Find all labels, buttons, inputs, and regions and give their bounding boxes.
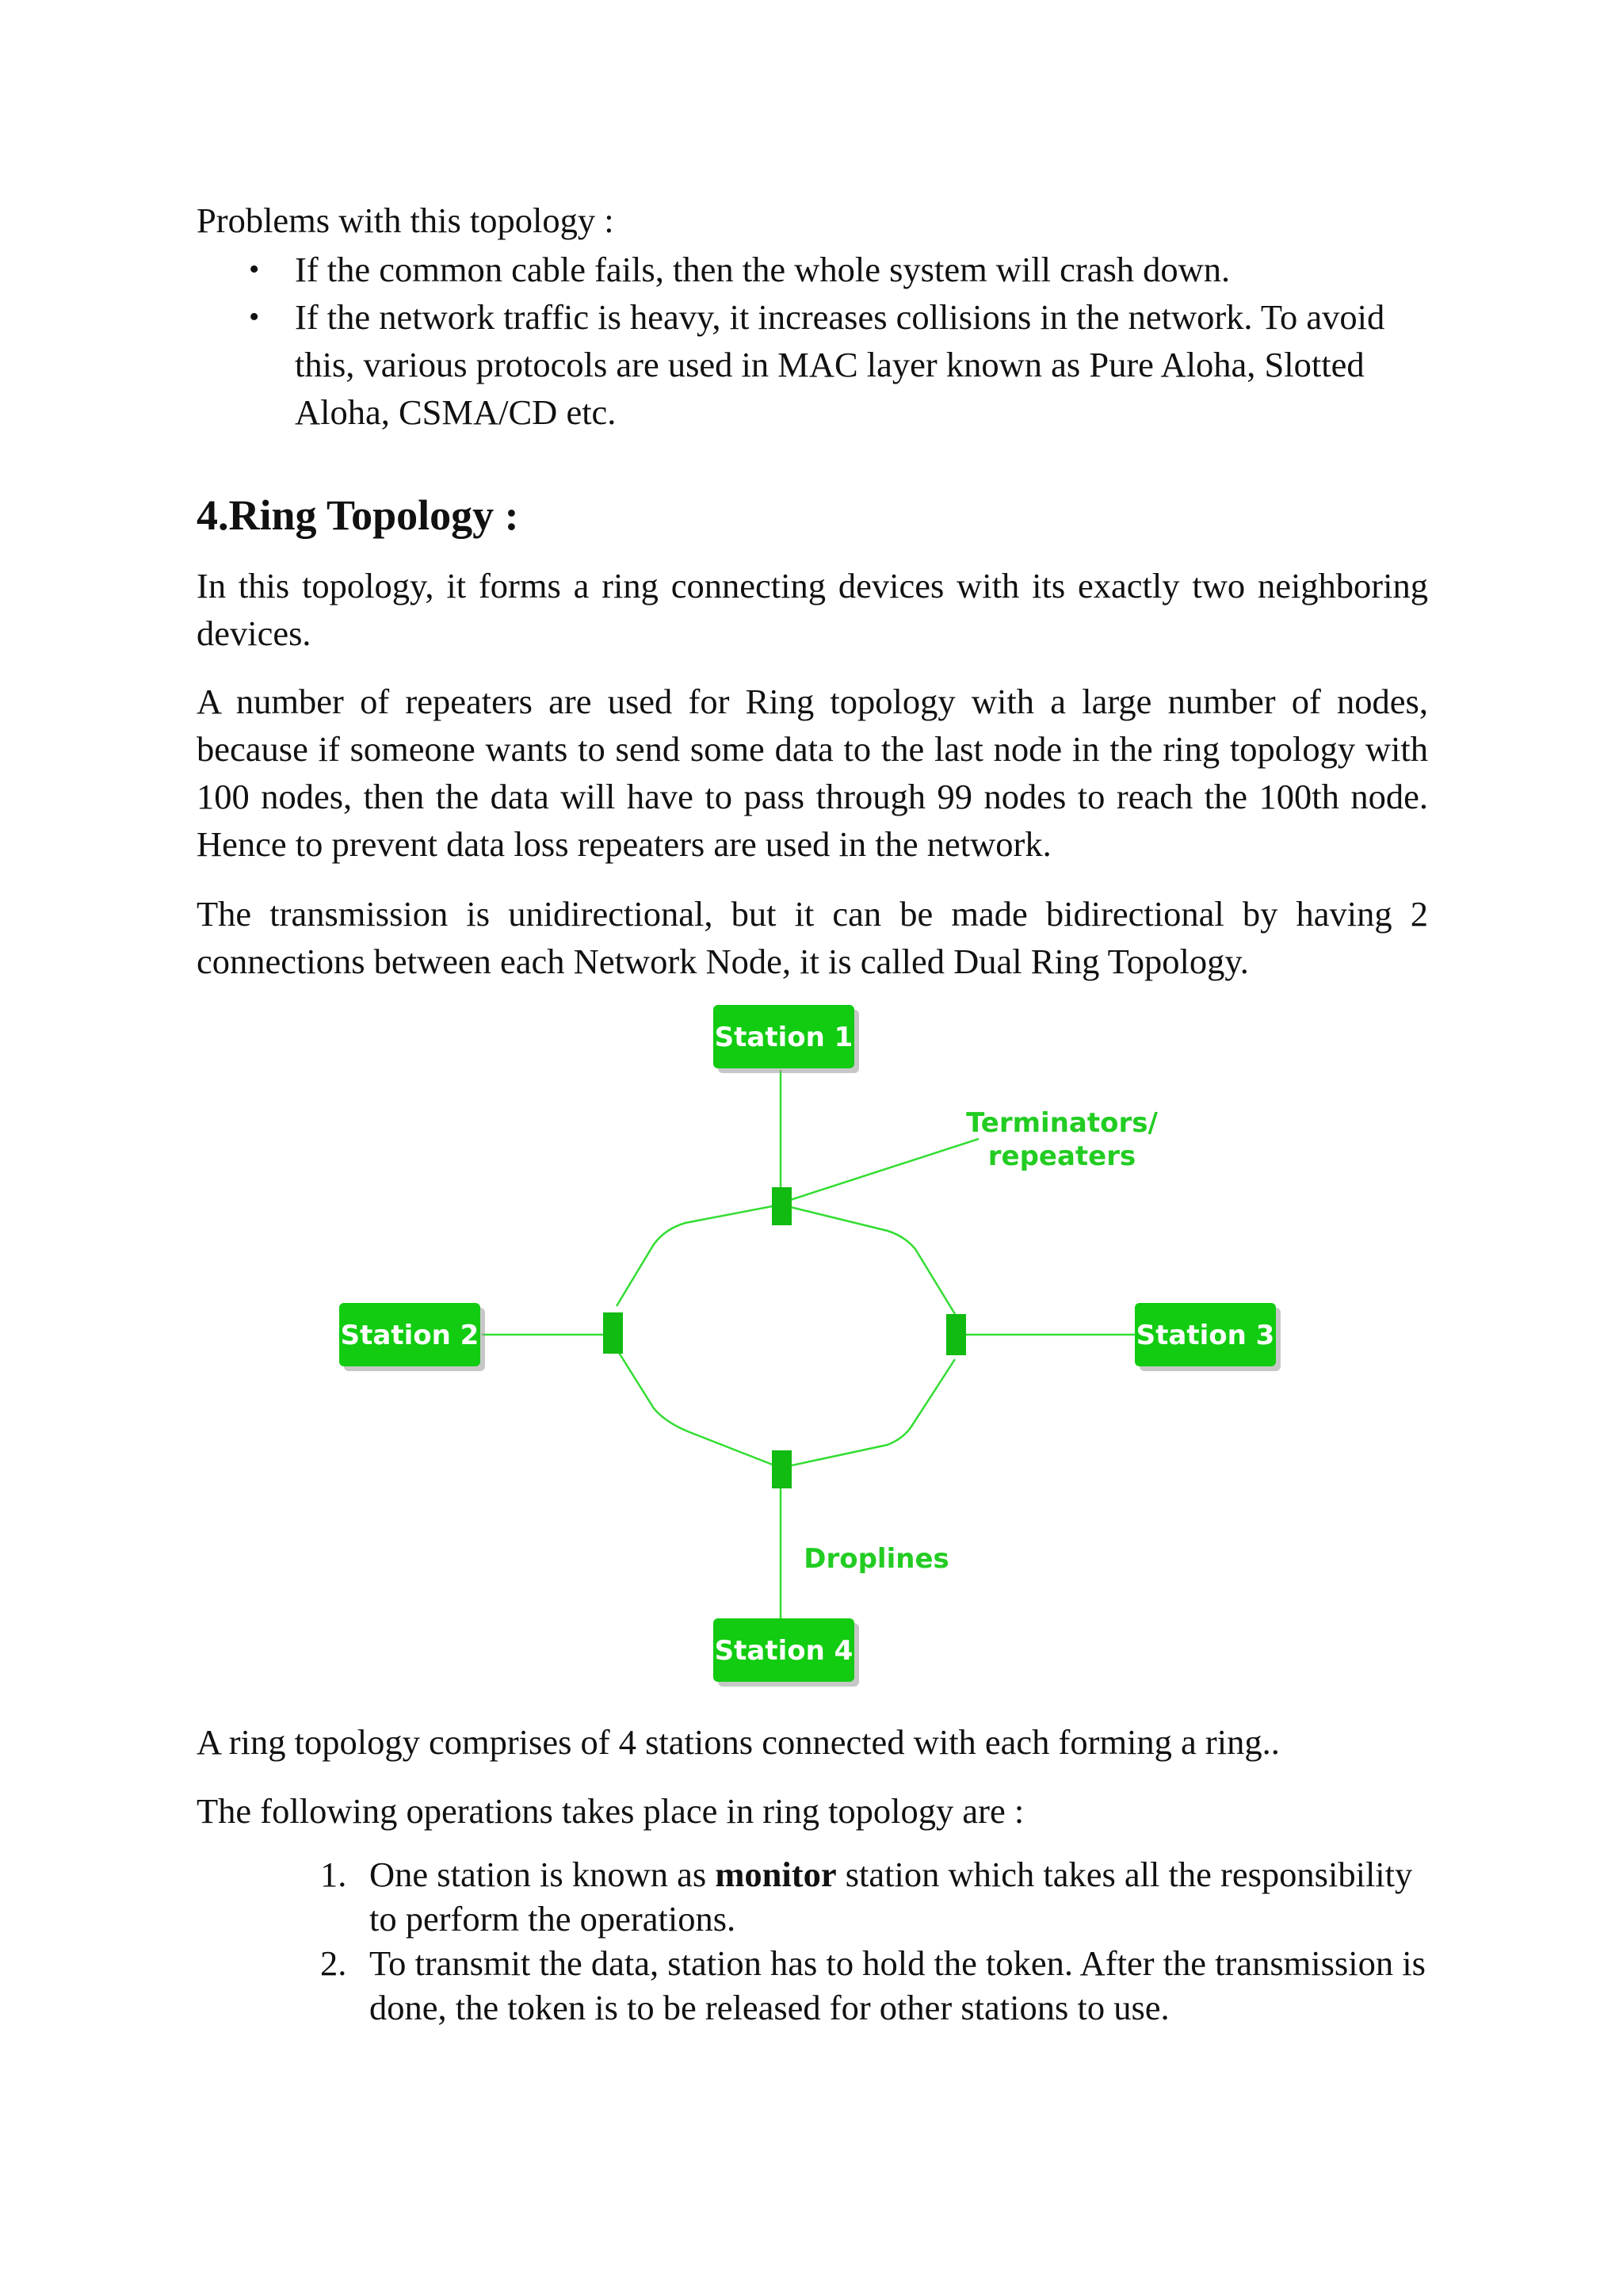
station-1-box	[713, 1005, 859, 1073]
droplines-label: Droplines	[804, 1543, 949, 1575]
station-3-label: Station 3	[1136, 1320, 1275, 1351]
repeater-node-bottom	[772, 1450, 792, 1488]
list-number: 2.	[320, 1943, 347, 1983]
list-item	[249, 246, 1436, 293]
station-2-box	[339, 1303, 485, 1371]
bullet-text: If the common cable fails, then the whole system will crash down.	[295, 250, 1231, 289]
station-2-label: Station 2	[340, 1320, 479, 1351]
repeater-node-top	[772, 1187, 792, 1225]
op-text-before: One station is known as	[369, 1855, 716, 1894]
paragraph: In this topology, it forms a ring connecting devices with its exactly two neighboring devices.	[197, 566, 1428, 653]
operations-intro: The following operations takes place in ring topology are :	[197, 1791, 1025, 1831]
list-item	[320, 1852, 1431, 1941]
problems-list	[249, 246, 1436, 436]
section-heading: 4.Ring Topology :	[197, 491, 519, 539]
op-bold-term: monitor	[715, 1855, 837, 1894]
repeater-node-right	[946, 1314, 966, 1355]
station-4-box	[713, 1618, 859, 1687]
bullet-icon: •	[249, 300, 260, 334]
repeaters-label: repeaters	[987, 1140, 1136, 1172]
problems-heading: Problems with this topology :	[197, 201, 614, 240]
list-item	[320, 1941, 1431, 2030]
op-text-after: station which takes all the responsibility to perform the operations.	[369, 1855, 1413, 1939]
op-text: To transmit the data, station has to hold the token. After the transmission is done, the token is to be released for other stations to use.	[369, 1943, 1426, 2027]
list-item	[249, 293, 1436, 436]
paragraph: A number of repeaters are used for Ring topology with a large number of nodes, because if someone wants to send some data to the last node in the ring topology with 100 nodes, then the data will have to pass through 99 nodes to reach the 100th node. Hence to prevent data loss repeaters are used in the network.	[197, 682, 1428, 864]
terminator-pointer	[781, 1139, 979, 1203]
repeater-node-left	[603, 1312, 623, 1354]
operations-list	[320, 1852, 1431, 2030]
station-3-box	[1135, 1303, 1281, 1371]
station-1-label: Station 1	[714, 1022, 854, 1053]
bullet-icon: •	[249, 253, 260, 286]
terminators-label: Terminators/	[966, 1107, 1158, 1139]
station-4-label: Station 4	[714, 1635, 854, 1667]
ring-topology-diagram	[333, 999, 1300, 1696]
bullet-text: If the network traffic is heavy, it increases collisions in the network. To avoid this, various protocols are used in MAC layer known as Pure Aloha, Slotted Aloha, CSMA/CD etc.	[295, 297, 1385, 432]
list-number: 1.	[320, 1855, 347, 1894]
ring-cable	[617, 1205, 955, 1468]
summary-paragraph: A ring topology comprises of 4 stations connected with each forming a ring..	[197, 1722, 1280, 1762]
paragraph: The transmission is unidirectional, but it can be made bidirectional by having 2 connections between each Network Node, it is called Dual Ring Topology.	[197, 894, 1428, 981]
